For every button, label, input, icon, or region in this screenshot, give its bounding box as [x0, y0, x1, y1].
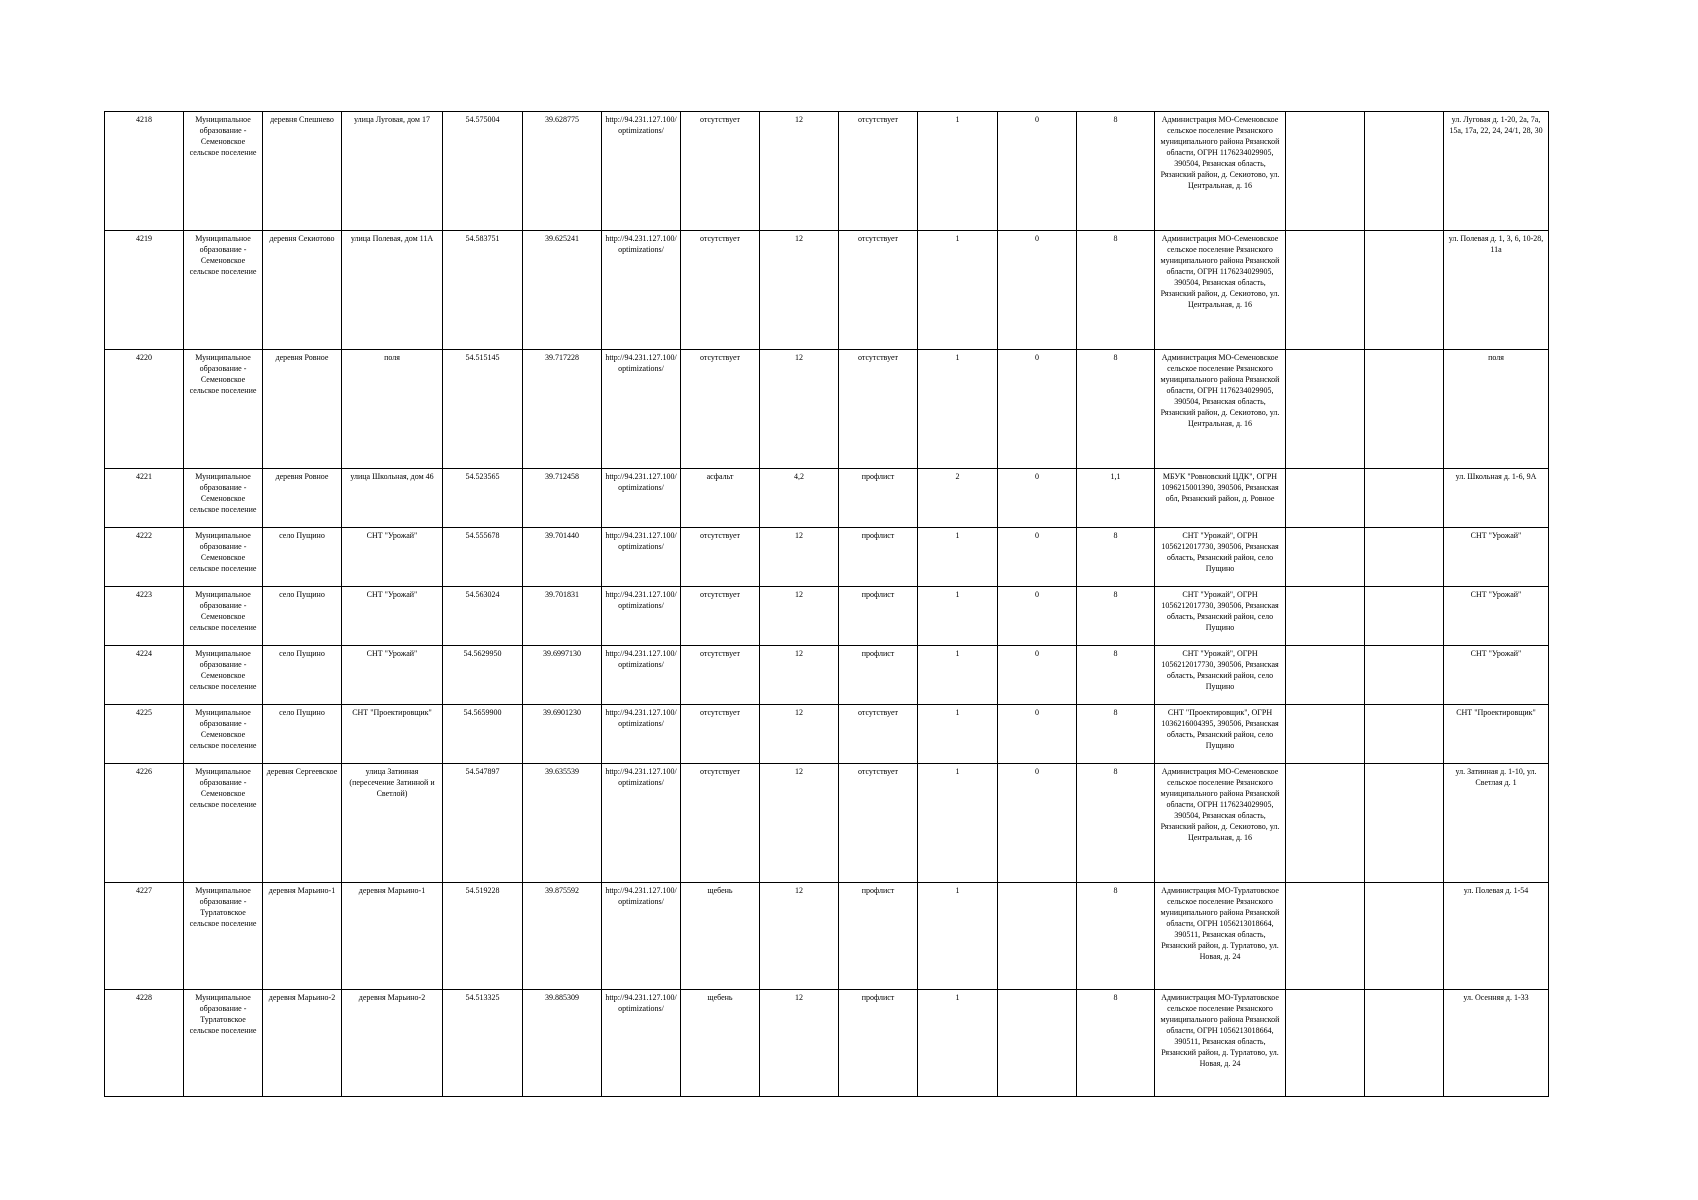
cell-volume: 8: [1077, 587, 1155, 646]
cell-link: http://94.231.127.100/optimizations/: [602, 646, 681, 705]
cell-served-objects: СНТ "Проектировщик": [1444, 705, 1549, 764]
cell-empty-1: [1286, 646, 1365, 705]
cell-settlement: деревня Ровное: [263, 350, 342, 469]
cell-fence: отсутствует: [839, 350, 918, 469]
cell-latitude: 54.523565: [443, 469, 523, 528]
cell-surface: отсутствует: [681, 528, 760, 587]
table-row: [105, 112, 1549, 231]
cell-link: http://94.231.127.100/optimizations/: [602, 231, 681, 350]
cell-served-objects: ул. Затинная д. 1-10, ул. Светлая д. 1: [1444, 764, 1549, 883]
cell-municipality: Муниципальное образование - Семеновское сельское поселение: [184, 469, 263, 528]
cell-containers: 1: [918, 705, 998, 764]
cell-latitude: 54.563024: [443, 587, 523, 646]
cell-empty-2: [1365, 528, 1444, 587]
cell-area: 12: [760, 705, 839, 764]
cell-address: деревня Марьино-2: [342, 990, 443, 1097]
cell-served-objects: ул. Полевая д. 1-54: [1444, 883, 1549, 990]
cell-municipality: Муниципальное образование - Семеновское сельское поселение: [184, 231, 263, 350]
cell-volume: 8: [1077, 112, 1155, 231]
cell-volume: 8: [1077, 231, 1155, 350]
cell-served-objects: СНТ "Урожай": [1444, 587, 1549, 646]
cell-area: 12: [760, 883, 839, 990]
cell-number: 4220: [105, 350, 184, 469]
table-row: [105, 764, 1549, 883]
table-row: [105, 528, 1549, 587]
cell-planned: 0: [998, 764, 1077, 883]
cell-planned: 0: [998, 705, 1077, 764]
cell-fence: профлист: [839, 883, 918, 990]
cell-municipality: Муниципальное образование - Семеновское сельское поселение: [184, 112, 263, 231]
cell-number: 4228: [105, 990, 184, 1097]
cell-empty-1: [1286, 112, 1365, 231]
cell-fence: профлист: [839, 528, 918, 587]
cell-link: http://94.231.127.100/optimizations/: [602, 350, 681, 469]
cell-longitude: 39.875592: [523, 883, 602, 990]
cell-settlement: деревня Секиотово: [263, 231, 342, 350]
cell-empty-2: [1365, 112, 1444, 231]
cell-containers: 1: [918, 350, 998, 469]
table-row: [105, 883, 1549, 990]
cell-address: улица Луговая, дом 17: [342, 112, 443, 231]
cell-containers: 1: [918, 528, 998, 587]
cell-link: http://94.231.127.100/optimizations/: [602, 990, 681, 1097]
cell-owner: СНТ "Урожай", ОГРН 1056212017730, 390506, Рязанская область, Рязанский район, село Пущино: [1155, 646, 1286, 705]
cell-settlement: село Пущино: [263, 646, 342, 705]
cell-municipality: Муниципальное образование - Семеновское сельское поселение: [184, 528, 263, 587]
cell-volume: 8: [1077, 528, 1155, 587]
cell-empty-1: [1286, 883, 1365, 990]
cell-municipality: Муниципальное образование - Семеновское сельское поселение: [184, 350, 263, 469]
cell-served-objects: СНТ "Урожай": [1444, 646, 1549, 705]
cell-fence: профлист: [839, 587, 918, 646]
cell-containers: 1: [918, 646, 998, 705]
cell-surface: асфальт: [681, 469, 760, 528]
cell-settlement: деревня Спешнево: [263, 112, 342, 231]
cell-owner: МБУК "Ровновский ЦДК", ОГРН 1096215001390, 390506, Рязанская обл, Рязанский район, д. Ровное: [1155, 469, 1286, 528]
cell-fence: профлист: [839, 469, 918, 528]
cell-latitude: 54.513325: [443, 990, 523, 1097]
cell-containers: 1: [918, 990, 998, 1097]
cell-number: 4222: [105, 528, 184, 587]
cell-longitude: 39.628775: [523, 112, 602, 231]
cell-municipality: Муниципальное образование - Семеновское сельское поселение: [184, 587, 263, 646]
cell-owner: СНТ "Урожай", ОГРН 1056212017730, 390506, Рязанская область, Рязанский район, село Пущино: [1155, 528, 1286, 587]
cell-number: 4225: [105, 705, 184, 764]
cell-volume: 8: [1077, 705, 1155, 764]
cell-served-objects: ул. Школьная д. 1-6, 9А: [1444, 469, 1549, 528]
table-row: [105, 587, 1549, 646]
cell-settlement: деревня Марьино-1: [263, 883, 342, 990]
cell-area: 12: [760, 231, 839, 350]
cell-owner: Администрация МО-Семеновское сельское поселение Рязанского муниципального района Рязанской области, ОГРН 1176234029905, 390504, Рязанская область, Рязанский район, д. Секиотово, ул. Центральная, д. 16: [1155, 764, 1286, 883]
cell-latitude: 54.5629950: [443, 646, 523, 705]
cell-longitude: 39.701831: [523, 587, 602, 646]
cell-planned: 0: [998, 646, 1077, 705]
cell-longitude: 39.6901230: [523, 705, 602, 764]
cell-served-objects: ул. Осенняя д. 1-33: [1444, 990, 1549, 1097]
cell-empty-1: [1286, 764, 1365, 883]
cell-address: СНТ "Проектировщик": [342, 705, 443, 764]
cell-owner: Администрация МО-Семеновское сельское поселение Рязанского муниципального района Рязанской области, ОГРН 1176234029905, 390504, Рязанская область, Рязанский район, д. Секиотово, ул. Центральная, д. 16: [1155, 231, 1286, 350]
cell-latitude: 54.547897: [443, 764, 523, 883]
cell-volume: 8: [1077, 764, 1155, 883]
cell-area: 12: [760, 764, 839, 883]
table-row: [105, 231, 1549, 350]
cell-address: улица Затинная (пересечение Затинной и Светлой): [342, 764, 443, 883]
cell-empty-2: [1365, 646, 1444, 705]
cell-longitude: 39.6997130: [523, 646, 602, 705]
cell-area: 12: [760, 528, 839, 587]
cell-fence: отсутствует: [839, 764, 918, 883]
cell-empty-2: [1365, 231, 1444, 350]
cell-latitude: 54.575004: [443, 112, 523, 231]
cell-number: 4218: [105, 112, 184, 231]
cell-containers: 1: [918, 587, 998, 646]
cell-area: 12: [760, 990, 839, 1097]
cell-planned: 0: [998, 587, 1077, 646]
cell-empty-2: [1365, 990, 1444, 1097]
cell-owner: Администрация МО-Турлатовское сельское поселение Рязанского муниципального района Рязанской области, ОГРН 1056213018664, 390511, Рязанская область, Рязанский район, д. Турлатово, ул. Новая, д. 24: [1155, 990, 1286, 1097]
cell-containers: 2: [918, 469, 998, 528]
cell-area: 12: [760, 112, 839, 231]
cell-served-objects: ул. Луговая д. 1-20, 2а, 7а, 15а, 17а, 22, 24, 24/1, 28, 30: [1444, 112, 1549, 231]
cell-empty-1: [1286, 528, 1365, 587]
cell-number: 4219: [105, 231, 184, 350]
cell-address: деревня Марьино-1: [342, 883, 443, 990]
cell-planned: [998, 883, 1077, 990]
cell-surface: отсутствует: [681, 587, 760, 646]
cell-area: 12: [760, 587, 839, 646]
cell-served-objects: СНТ "Урожай": [1444, 528, 1549, 587]
cell-empty-1: [1286, 350, 1365, 469]
cell-link: http://94.231.127.100/optimizations/: [602, 883, 681, 990]
cell-latitude: 54.515145: [443, 350, 523, 469]
cell-empty-2: [1365, 469, 1444, 528]
table-row: [105, 705, 1549, 764]
cell-empty-1: [1286, 231, 1365, 350]
cell-fence: отсутствует: [839, 112, 918, 231]
cell-address: улица Школьная, дом 46: [342, 469, 443, 528]
cell-longitude: 39.701440: [523, 528, 602, 587]
table-row: [105, 469, 1549, 528]
cell-municipality: Муниципальное образование - Семеновское сельское поселение: [184, 705, 263, 764]
cell-area: 12: [760, 350, 839, 469]
cell-latitude: 54.583751: [443, 231, 523, 350]
cell-empty-2: [1365, 587, 1444, 646]
cell-surface: отсутствует: [681, 112, 760, 231]
cell-municipality: Муниципальное образование - Семеновское сельское поселение: [184, 764, 263, 883]
cell-settlement: деревня Ровное: [263, 469, 342, 528]
cell-surface: отсутствует: [681, 350, 760, 469]
cell-fence: профлист: [839, 646, 918, 705]
cell-volume: 8: [1077, 883, 1155, 990]
cell-municipality: Муниципальное образование - Турлатовское сельское поселение: [184, 883, 263, 990]
cell-address: поля: [342, 350, 443, 469]
table-row: [105, 646, 1549, 705]
cell-empty-1: [1286, 587, 1365, 646]
cell-containers: 1: [918, 231, 998, 350]
cell-owner: СНТ "Проектировщик", ОГРН 1036216004395, 390506, Рязанская область, Рязанский район, село Пущино: [1155, 705, 1286, 764]
cell-surface: отсутствует: [681, 705, 760, 764]
cell-address: улица Полевая, дом 11А: [342, 231, 443, 350]
cell-address: СНТ "Урожай": [342, 646, 443, 705]
cell-volume: 8: [1077, 990, 1155, 1097]
cell-number: 4226: [105, 764, 184, 883]
cell-containers: 1: [918, 764, 998, 883]
cell-settlement: село Пущино: [263, 705, 342, 764]
cell-owner: Администрация МО-Семеновское сельское поселение Рязанского муниципального района Рязанской области, ОГРН 1176234029905, 390504, Рязанская область, Рязанский район, д. Секиотово, ул. Центральная, д. 16: [1155, 112, 1286, 231]
cell-longitude: 39.712458: [523, 469, 602, 528]
cell-link: http://94.231.127.100/optimizations/: [602, 764, 681, 883]
cell-volume: 1,1: [1077, 469, 1155, 528]
cell-link: http://94.231.127.100/optimizations/: [602, 705, 681, 764]
table-row: [105, 990, 1549, 1097]
cell-empty-2: [1365, 705, 1444, 764]
cell-latitude: 54.555678: [443, 528, 523, 587]
cell-owner: СНТ "Урожай", ОГРН 1056212017730, 390506, Рязанская область, Рязанский район, село Пущино: [1155, 587, 1286, 646]
cell-longitude: 39.717228: [523, 350, 602, 469]
cell-surface: отсутствует: [681, 231, 760, 350]
cell-planned: 0: [998, 528, 1077, 587]
cell-fence: отсутствует: [839, 705, 918, 764]
cell-fence: профлист: [839, 990, 918, 1097]
cell-latitude: 54.519228: [443, 883, 523, 990]
cell-planned: 0: [998, 112, 1077, 231]
cell-empty-2: [1365, 764, 1444, 883]
cell-planned: 0: [998, 231, 1077, 350]
cell-empty-1: [1286, 705, 1365, 764]
cell-planned: [998, 990, 1077, 1097]
cell-link: http://94.231.127.100/optimizations/: [602, 469, 681, 528]
cell-area: 4,2: [760, 469, 839, 528]
cell-containers: 1: [918, 112, 998, 231]
table-row: [105, 350, 1549, 469]
cell-latitude: 54.5659900: [443, 705, 523, 764]
cell-address: СНТ "Урожай": [342, 587, 443, 646]
cell-surface: щебень: [681, 883, 760, 990]
cell-settlement: деревня Марьино-2: [263, 990, 342, 1097]
cell-empty-2: [1365, 350, 1444, 469]
cell-surface: отсутствует: [681, 646, 760, 705]
cell-settlement: деревня Сергеевское: [263, 764, 342, 883]
cell-number: 4223: [105, 587, 184, 646]
cell-settlement: село Пущино: [263, 587, 342, 646]
cell-longitude: 39.635539: [523, 764, 602, 883]
cell-owner: Администрация МО-Турлатовское сельское поселение Рязанского муниципального района Рязанской области, ОГРН 1056213018664, 390511, Рязанская область, Рязанский район, д. Турлатово, ул. Новая, д. 24: [1155, 883, 1286, 990]
registry-table: [104, 111, 1549, 1097]
cell-link: http://94.231.127.100/optimizations/: [602, 528, 681, 587]
cell-volume: 8: [1077, 646, 1155, 705]
cell-municipality: Муниципальное образование - Семеновское сельское поселение: [184, 646, 263, 705]
cell-empty-2: [1365, 883, 1444, 990]
cell-empty-1: [1286, 469, 1365, 528]
cell-volume: 8: [1077, 350, 1155, 469]
cell-surface: щебень: [681, 990, 760, 1097]
cell-empty-1: [1286, 990, 1365, 1097]
cell-longitude: 39.625241: [523, 231, 602, 350]
cell-settlement: село Пущино: [263, 528, 342, 587]
cell-address: СНТ "Урожай": [342, 528, 443, 587]
cell-planned: 0: [998, 350, 1077, 469]
cell-served-objects: поля: [1444, 350, 1549, 469]
cell-number: 4227: [105, 883, 184, 990]
cell-link: http://94.231.127.100/optimizations/: [602, 112, 681, 231]
cell-municipality: Муниципальное образование - Турлатовское сельское поселение: [184, 990, 263, 1097]
cell-planned: 0: [998, 469, 1077, 528]
cell-owner: Администрация МО-Семеновское сельское поселение Рязанского муниципального района Рязанской области, ОГРН 1176234029905, 390504, Рязанская область, Рязанский район, д. Секиотово, ул. Центральная, д. 16: [1155, 350, 1286, 469]
cell-fence: отсутствует: [839, 231, 918, 350]
cell-number: 4224: [105, 646, 184, 705]
cell-longitude: 39.885309: [523, 990, 602, 1097]
cell-served-objects: ул. Полевая д. 1, 3, 6, 10-28, 11а: [1444, 231, 1549, 350]
cell-link: http://94.231.127.100/optimizations/: [602, 587, 681, 646]
cell-containers: 1: [918, 883, 998, 990]
cell-surface: отсутствует: [681, 764, 760, 883]
cell-number: 4221: [105, 469, 184, 528]
cell-area: 12: [760, 646, 839, 705]
